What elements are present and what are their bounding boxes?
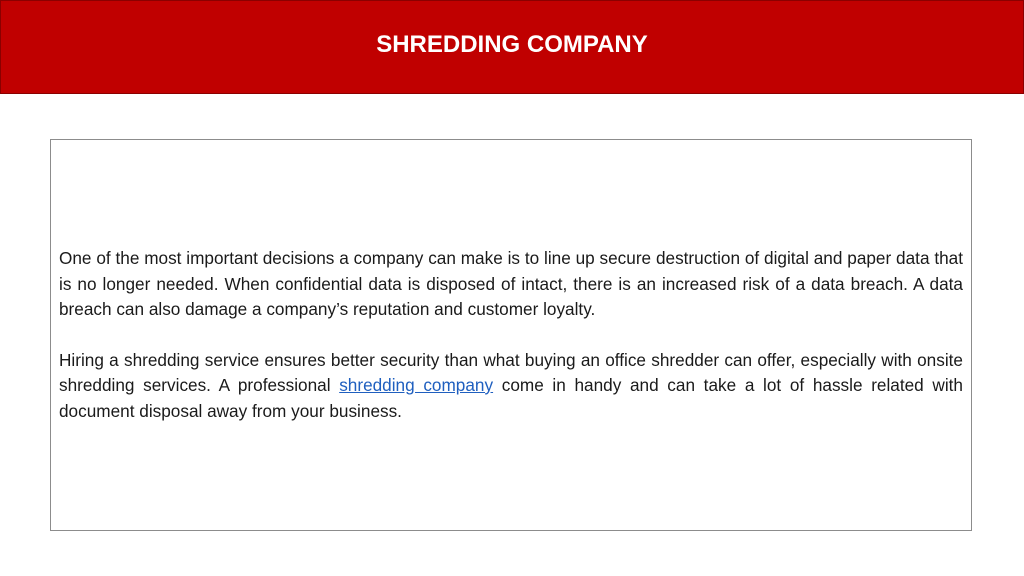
service-paragraph-text-end: come in handy and can take a lot of hassle related with document disposal away from your business. <box>59 375 963 421</box>
content-box <box>50 139 972 531</box>
title-banner <box>0 0 1024 94</box>
service-paragraph <box>59 348 963 425</box>
service-paragraph-text-start: Hiring a shredding service ensures better security than what buying an office shredder can offer, especially with onsite shredding services. A professional <box>59 349 963 395</box>
page-title: SHREDDING COMPANY <box>376 31 648 58</box>
shredding-company-link[interactable]: shredding company <box>339 375 494 395</box>
intro-paragraph: One of the most important decisions a company can make is to line up secure destruction of digital and paper data that is no longer needed. When confidential data is disposed of intact, there is an increased risk of a data breach. A data breach can also damage a company’s reputation and customer loyalty. <box>59 248 963 319</box>
